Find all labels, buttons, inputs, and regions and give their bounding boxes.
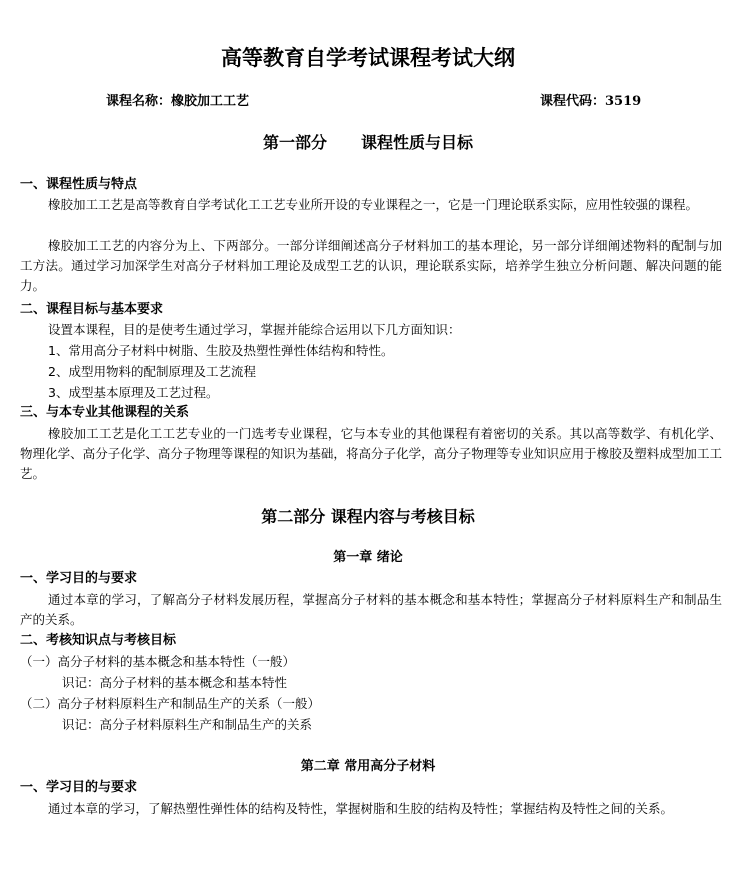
knowledge-detail: 识记：高分子材料的基本概念和基本特性: [62, 675, 288, 690]
paragraph: 设置本课程，目的是使考生通过学习，掌握并能综合运用以下几方面知识：: [48, 322, 461, 337]
paragraph: 橡胶加工工艺的内容分为上、下两部分。一部分详细阐述高分子材料加工的基本理论，另一部分详细阐述物料的配制与加工方法。通过学习加深学生对高分子材料加工理论及成型工艺的认识，理论联系实际，培养学生独立分析问题、解决问题的能力。: [20, 238, 722, 293]
course-code-line: [540, 92, 641, 112]
chapter1-title: 第一章 绪论: [333, 550, 403, 565]
knowledge-point: （二）高分子材料原料生产和制品生产的关系（一般）: [20, 696, 321, 711]
list-item: 1、常用高分子材料中树脂、生胶及热塑性弹性体结构和特性。: [48, 343, 394, 358]
list-item: 2、成型用物料的配制原理及工艺流程: [48, 364, 256, 379]
course-code-label: 课程代码：: [540, 94, 606, 109]
part1-label: 第一部分: [262, 133, 327, 152]
section-heading: 三、与本专业其他课程的关系: [20, 405, 190, 420]
course-code: 3519: [605, 94, 642, 109]
part1-title: [0, 130, 736, 156]
course-name-line: [106, 92, 249, 112]
section-heading: 一、学习目的与要求: [20, 780, 138, 795]
course-name-label: 课程名称：: [106, 94, 172, 109]
list-item: 3、成型基本原理及工艺过程。: [48, 385, 219, 400]
part1-heading: 课程性质与目标: [361, 133, 474, 152]
section-heading: 二、课程目标与基本要求: [20, 302, 164, 317]
paragraph: 通过本章的学习，了解热塑性弹性体的结构及特性，掌握树脂和生胶的结构及特性；掌握结构及特性之间的关系。: [48, 801, 674, 816]
knowledge-detail: 识记：高分子材料原料生产和制品生产的关系: [62, 717, 313, 732]
paragraph: 橡胶加工工艺是高等教育自学考试化工工艺专业所开设的专业课程之一，它是一门理论联系实际，应用性较强的课程。: [48, 197, 699, 212]
section-heading: 一、学习目的与要求: [20, 571, 138, 586]
document-title: 高等教育自学考试课程考试大纲: [221, 45, 515, 70]
paragraph: 橡胶加工工艺是化工工艺专业的一门选考专业课程，它与本专业的其他课程有着密切的关系。其以高等数学、有机化学、物理化学、高分子化学、高分子物理等课程的知识为基础，将高分子化学，高分子物理等专业知识应用于橡胶及塑料成型加工工艺。: [20, 426, 722, 481]
knowledge-point: （一）高分子材料的基本概念和基本特性（一般）: [20, 654, 296, 669]
paragraph: 通过本章的学习，了解高分子材料发展历程，掌握高分子材料的基本概念和基本特性；掌握高分子材料原料生产和制品生产的关系。: [20, 592, 722, 627]
section-heading: 一、课程性质与特点: [20, 177, 138, 192]
chapter2-title: 第二章 常用高分子材料: [300, 759, 436, 774]
part2-title: 第二部分 课程内容与考核目标: [261, 507, 475, 526]
course-name: 橡胶加工工艺: [171, 94, 250, 109]
section-heading: 二、考核知识点与考核目标: [20, 633, 177, 648]
